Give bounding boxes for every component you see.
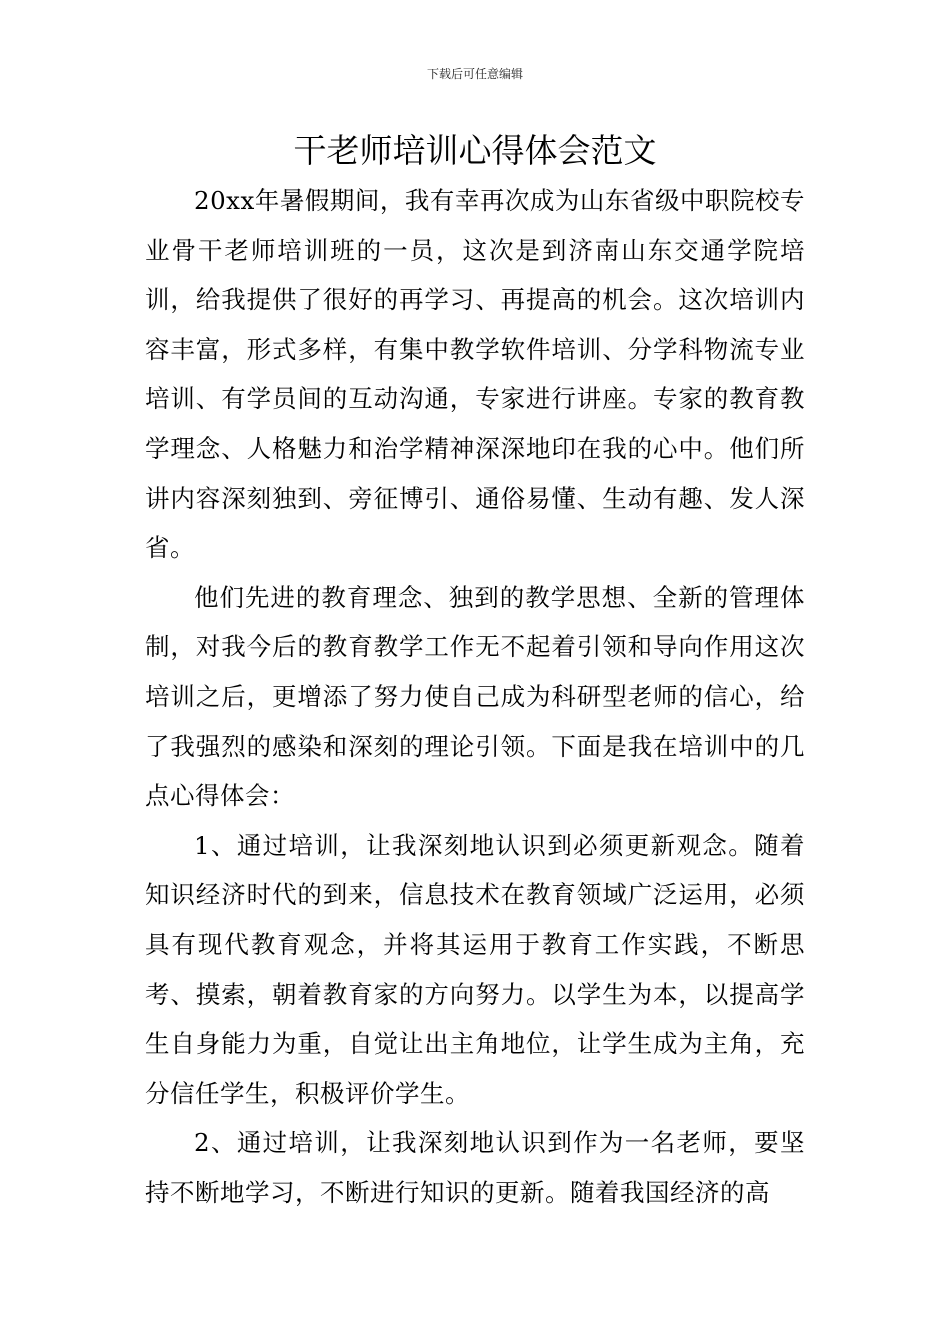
paragraph: 1、通过培训，让我深刻地认识到必须更新观念。随着知识经济时代的到来，信息技术在教育领域广泛运用，必须具有现代教育观念，并将其运用于教育工作实践，不断思考、摸索，朝着教育家的方向努力。以学生为本，以提高学生自身能力为重，自觉让出主角地位，让学生成为主角，充分信任学生，积极评价学生。	[145, 830, 805, 1108]
paragraph: 2、通过培训，让我深刻地认识到作为一名老师，要坚持不断地学习，不断进行知识的更新。随着我国经济的高	[145, 1128, 805, 1207]
paragraph: 20xx年暑假期间，我有幸再次成为山东省级中职院校专业骨干老师培训班的一员，这次是到济南山东交通学院培训，给我提供了很好的再学习、再提高的机会。这次培训内容丰富，形式多样，有集中教学软件培训、分学科物流专业培训、有学员间的互动沟通，专家进行讲座。专家的教育教学理念、人格魅力和治学精神深深地印在我的心中。他们所讲内容深刻独到、旁征博引、通俗易懂、生动有趣、发人深省。	[145, 186, 805, 563]
header-note: 下载后可任意编辑	[426, 67, 523, 81]
document-title: 干老师培训心得体会范文	[293, 131, 657, 170]
paragraph: 他们先进的教育理念、独到的教学思想、全新的管理体制，对我今后的教育教学工作无不起着引领和导向作用这次培训之后，更增添了努力使自己成为科研型老师的信心，给了我强烈的感染和深刻的理论引领。下面是我在培训中的几点心得体会：	[145, 582, 805, 811]
document-body	[145, 176, 805, 1217]
